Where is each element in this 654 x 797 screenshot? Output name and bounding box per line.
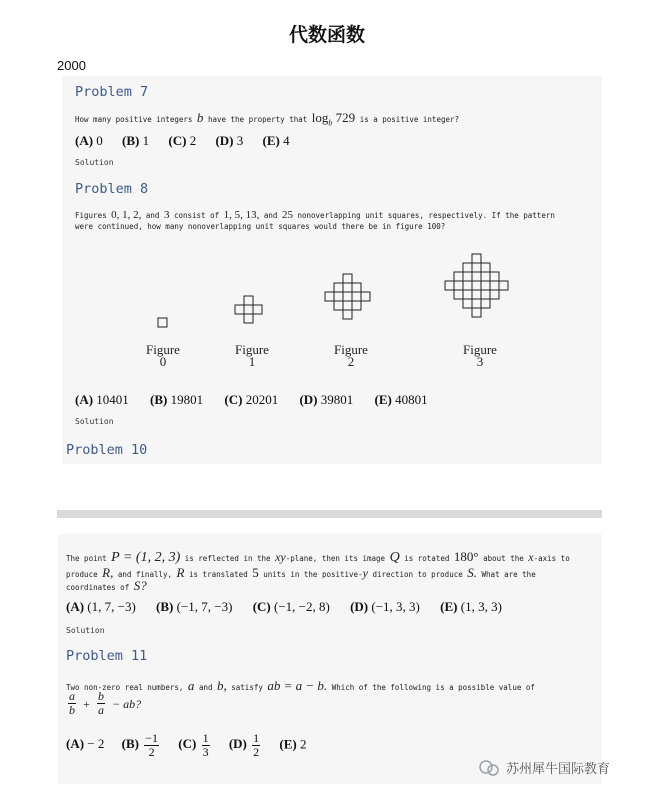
problem-8-question-line-1: Figures 0, 1, 2, and 3 consist of 1, 5, 13, and 25 nonoverlapping unit squares, respectively. If the pattern <box>75 209 555 221</box>
watermark-text: 苏州犀牛国际教育 <box>506 762 611 777</box>
problem-10-solution-link[interactable]: Solution <box>66 626 105 635</box>
problem-8-choices: (A) 10401 (B) 19801 (C) 20201 (D) 39801 (E) 40801 <box>75 392 428 407</box>
problem-10-question-line-1: The point P = (1, 2, 3) is reflected in the xy-plane, then its image Q is rotated 180° about the x-axis to <box>66 549 570 565</box>
wechat-icon <box>478 759 500 777</box>
figure-1-label: Figure 1 <box>235 342 269 369</box>
problem-11-choices: (A) − 2 (B) $\frac{-1}{2}$ (C) $\frac{1}{3}$ (D) $\frac{1}{2}$ (E) 2 <box>66 731 307 759</box>
problem-11-title[interactable]: Problem 11 <box>66 648 148 664</box>
problem-10-question-line-2: produce R, and finally, R is translated 5 units in the positive-y direction to produce S. What are the <box>66 565 536 580</box>
problem-7-title[interactable]: Problem 7 <box>75 84 149 100</box>
figure-2-grid <box>325 274 370 319</box>
problem-7-choices: (A) 0 (B) 1 (C) 2 (D) 3 (E) 4 <box>75 133 290 148</box>
problem-7-question: How many positive integers b have the property that $\log_b 729$ is a positive integer? <box>75 110 460 128</box>
section-divider <box>57 510 602 518</box>
problem-11-question-line-1: Two non-zero real numbers, a and b, satisfy ab = a − b. Which of the following is a possible value of <box>66 678 535 693</box>
figure-0-grid <box>158 318 167 327</box>
problem-8-question-line-2: were continued, how many nonoverlapping unit squares would there be in figure 100? <box>75 222 446 231</box>
problem-11-expression: $\frac{a}{b}$ + $\frac{b}{a}$ − ab? <box>69 689 142 717</box>
problem-10-choices: (A) (1, 7, −3) (B) (−1, 7, −3) (C) (−1, −2, 8) (D) (−1, 3, 3) (E) (1, 3, 3) <box>66 599 502 614</box>
problem-8-solution-link[interactable]: Solution <box>75 417 114 426</box>
figure-2-label: Figure 2 <box>334 342 368 369</box>
problem-8-title[interactable]: Problem 8 <box>75 181 149 197</box>
watermark <box>478 758 610 777</box>
figure-grids <box>60 240 600 340</box>
page-title: 代数函数 <box>288 24 365 46</box>
figure-3-label: Figure 3 <box>463 342 497 369</box>
year-label: 2000 <box>57 58 86 73</box>
figure-0-label: Figure 0 <box>146 342 180 369</box>
figure-3-grid <box>445 254 508 317</box>
problem-7-solution-link[interactable]: Solution <box>75 158 114 167</box>
problem-10-title[interactable]: Problem 10 <box>66 442 148 458</box>
figure-1-grid <box>235 296 262 323</box>
problem-10-question-line-3: coordinates of S? <box>66 578 147 593</box>
